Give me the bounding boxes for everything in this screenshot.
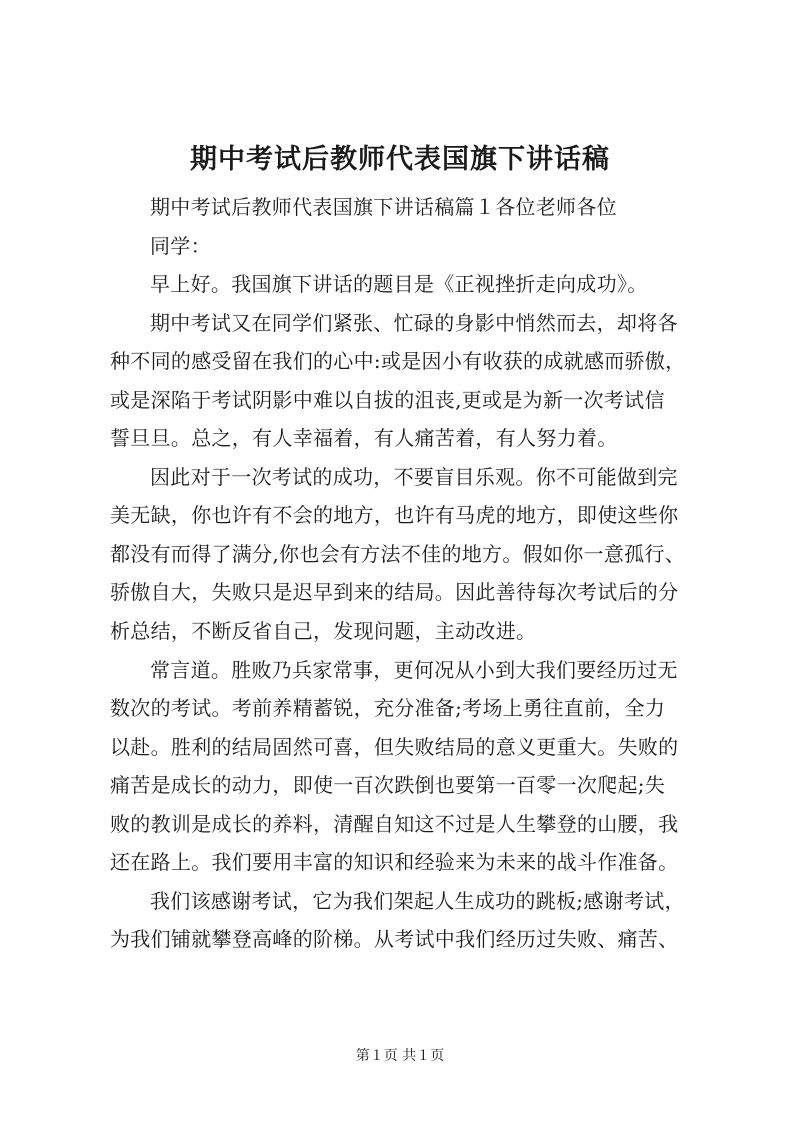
body-line: 同学：	[150, 233, 211, 258]
document-body	[110, 188, 710, 959]
body-line: 常言道。胜败乃兵家常事，更何况从小到大我们要经历过无	[150, 657, 678, 682]
body-line: 期中考试又在同学们紧张、忙碌的身影中悄然而去，却将各	[150, 310, 678, 335]
body-line: 美无缺，你也许有不会的地方，也许有马虎的地方，即使这些你	[110, 503, 679, 528]
body-line: 期中考试后教师代表国旗下讲话稿篇１各位老师各位	[150, 195, 617, 219]
body-line: 析总结，不断反省自己，发现问题，主动改进。	[110, 619, 537, 644]
body-line: 我们该感谢考试，它为我们架起人生成功的跳板;感谢考试，	[150, 888, 685, 913]
body-line: 为我们铺就攀登高峰的阶梯。从考试中我们经历过失败、痛苦、	[110, 927, 679, 952]
body-line: 早上好。我国旗下讲话的题目是《正视挫折走向成功》。	[150, 272, 648, 297]
body-line: 骄傲自大，失败只是迟早到来的结局。因此善待每次考试后的分	[110, 580, 679, 605]
body-line: 数次的考试。考前养精蓄锐，充分准备;考场上勇往直前，全力	[110, 696, 666, 721]
body-line: 或是深陷于考试阴影中难以自拔的沮丧,更或是为新一次考试信	[110, 387, 665, 412]
body-line: 种不同的感受留在我们的心中:或是因小有收获的成就感而骄傲，	[110, 349, 686, 374]
body-line: 因此对于一次考试的成功，不要盲目乐观。你不可能做到完	[150, 464, 678, 489]
body-line: 败的教训是成长的养料，清醒自知这不过是人生攀登的山腰，我	[110, 811, 679, 836]
body-line: 还在路上。我们要用丰富的知识和经验来为未来的战斗作准备。	[110, 850, 679, 875]
document-title: 期中考试后教师代表国旗下讲话稿	[190, 144, 610, 175]
body-line: 誓旦旦。总之，有人幸福着，有人痛苦着，有人努力着。	[110, 426, 618, 451]
body-line: 以赴。胜利的结局固然可喜，但失败结局的意义更重大。失败的	[110, 734, 679, 759]
page-footer: 第１页 共１页	[355, 1048, 445, 1064]
body-line: 都没有而得了满分,你也会有方法不佳的地方。假如你一意孤行、	[110, 541, 686, 566]
body-line: 痛苦是成长的动力，即使一百次跌倒也要第一百零一次爬起;失	[110, 773, 666, 798]
